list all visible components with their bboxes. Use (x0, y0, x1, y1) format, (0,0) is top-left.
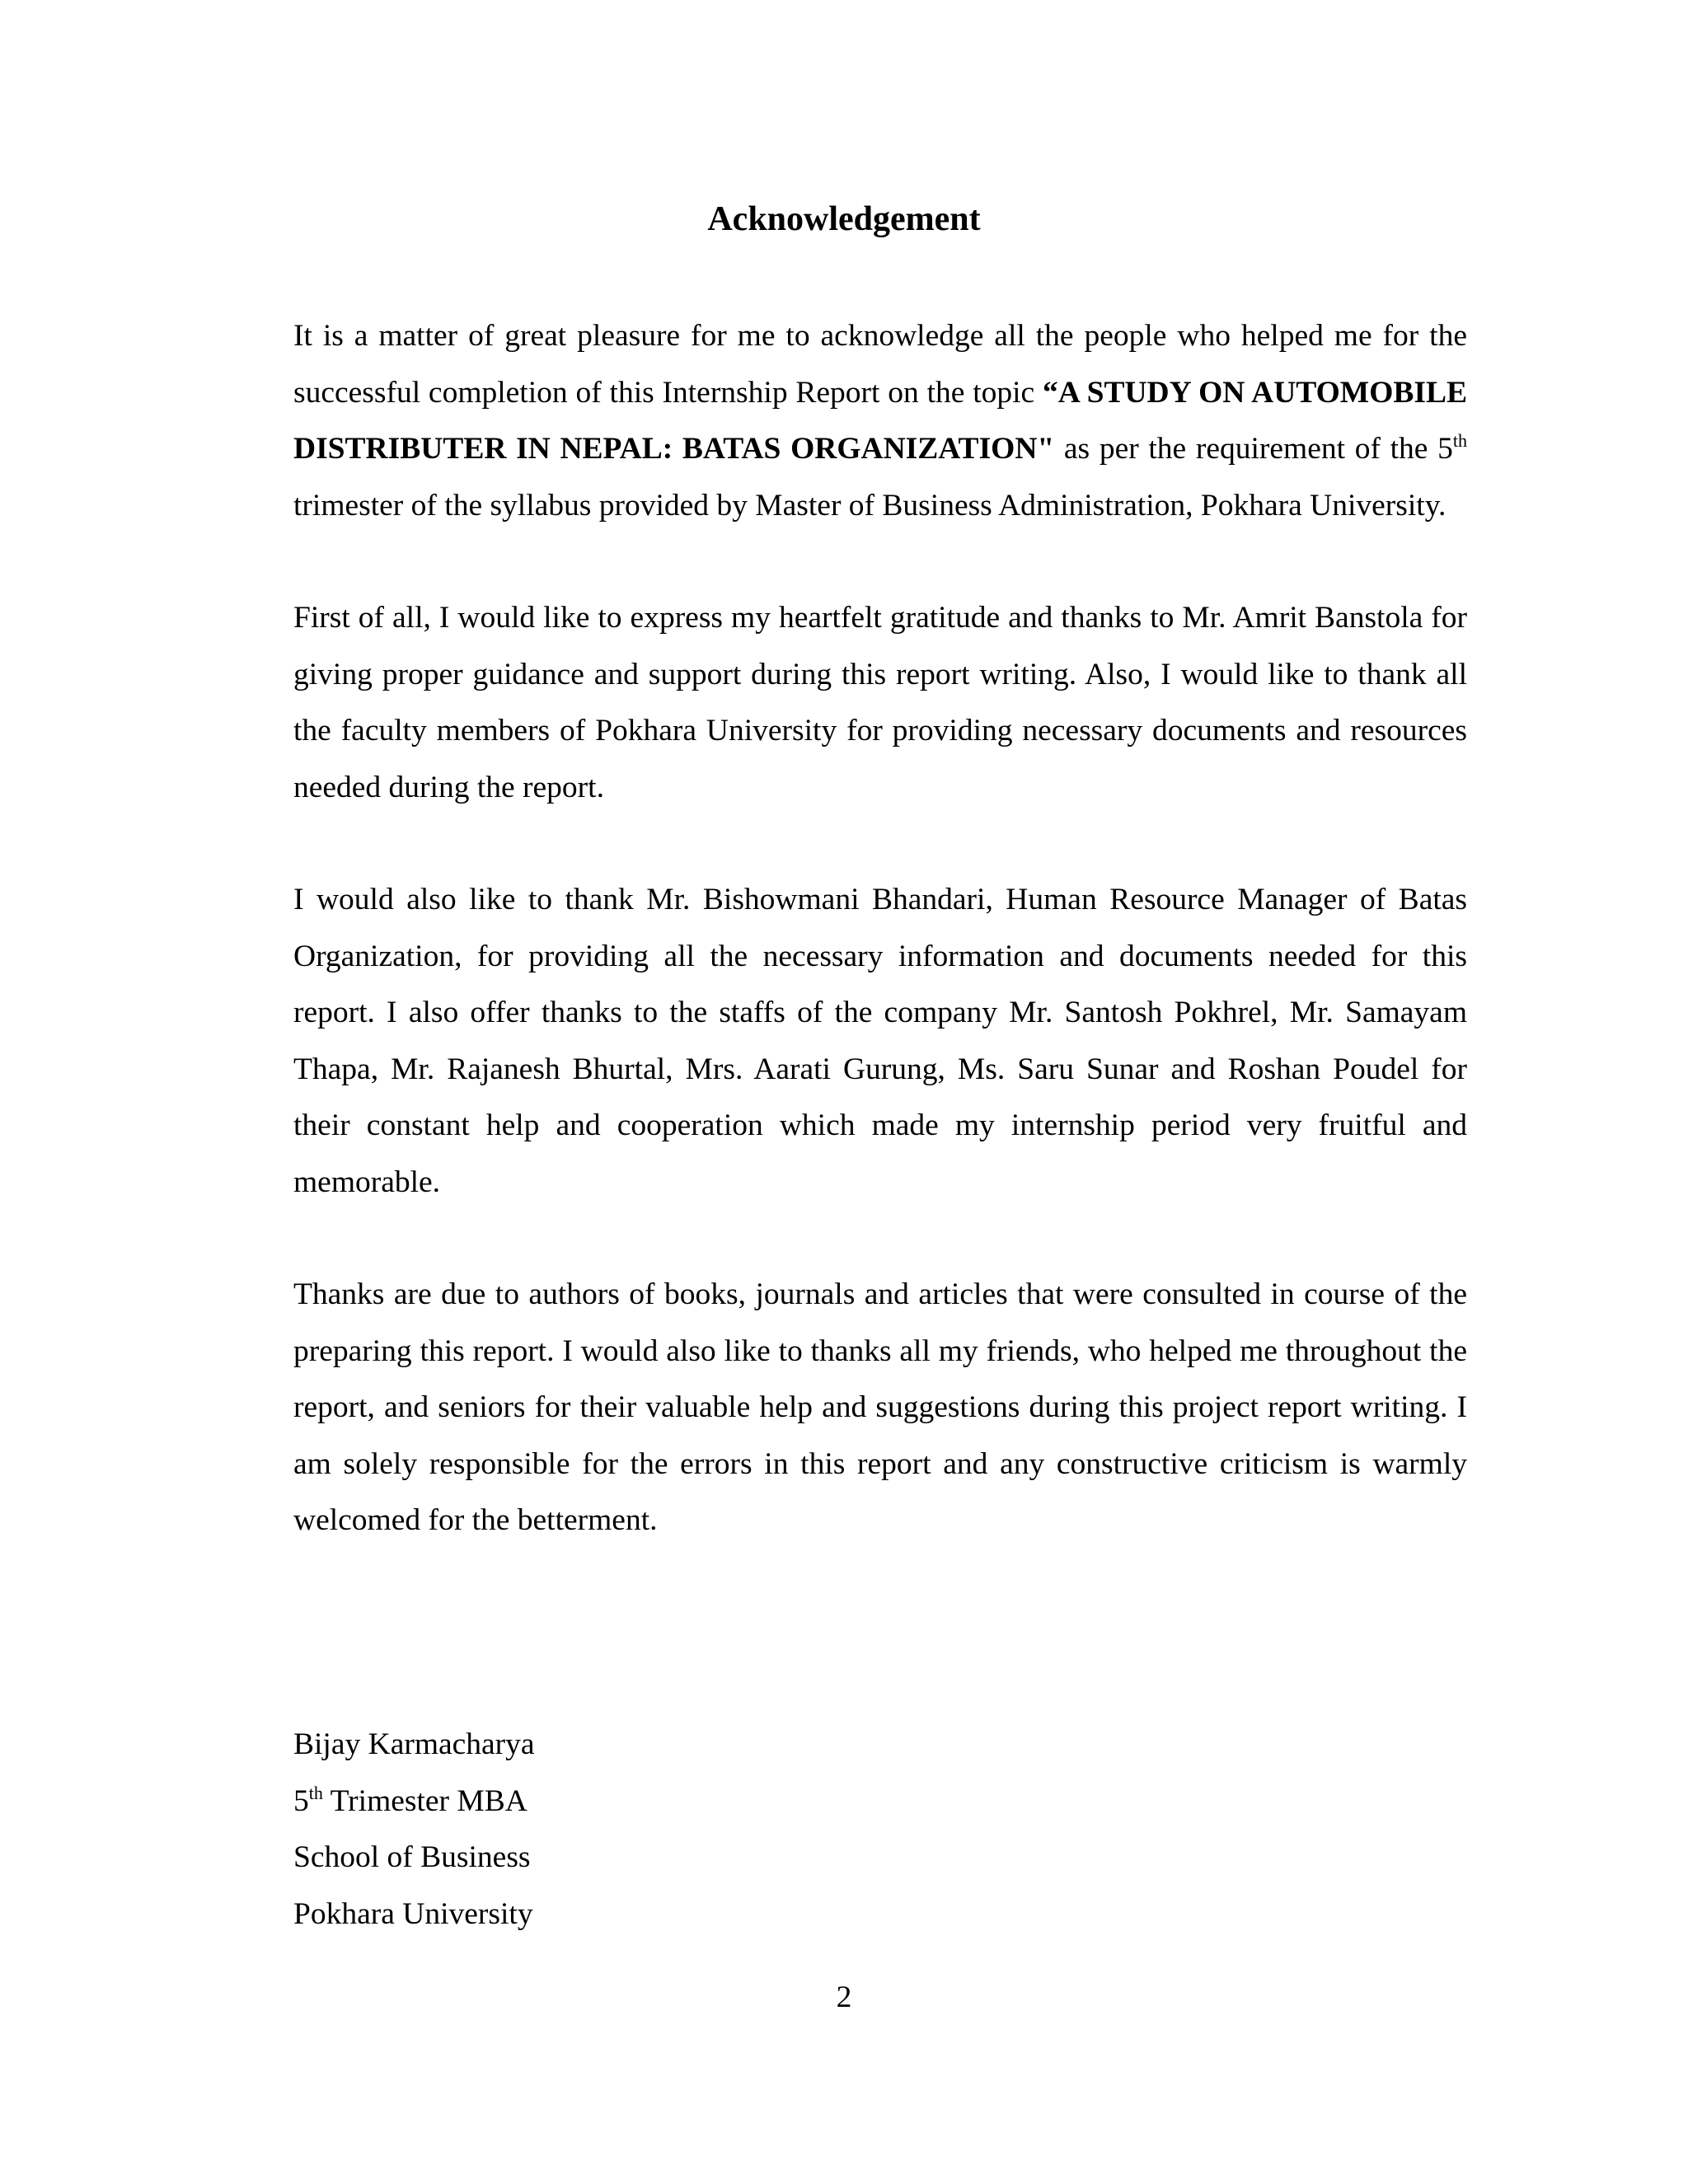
paragraph-intro-middle: as per the requirement of the 5 (1054, 432, 1453, 466)
paragraph-intro-end: trimester of the syllabus provided by Master of Business Administration, Pokhara University. (293, 488, 1447, 523)
paragraph-company-thanks: I would also like to thank Mr. Bishowmani Bhandari, Human Resource Manager of Batas Organization, for providing all the necessary information and documents needed for this report. I also offer thanks to the staffs of the company Mr. Santosh Pokhrel, Mr. Samayam Thapa, Mr. Rajanesh Bhurtal, Mrs. Aarati Gurung, Ms. Saru Sunar and Roshan Poudel for their constant help and cooperation which made my internship period very fruitful and memorable. (293, 883, 1467, 1199)
paragraph-closing: Thanks are due to authors of books, journals and articles that were consulted in course of the preparing this report. I would also like to thanks all my friends, who helped me throughout the report, and seniors for their valuable help and suggestions during this project report writing. I am solely responsible for the errors in this report and any constructive criticism is warmly welcomed for the betterment. (293, 1277, 1467, 1537)
page-number: 2 (836, 1980, 852, 2014)
author-school: School of Business (293, 1840, 531, 1874)
paragraph-guidance: First of all, I would like to express my heartfelt gratitude and thanks to Mr. Amrit Banstola for giving proper guidance and support during this report writing. Also, I would like to thank all the faculty members of Pokhara University for providing necessary documents and resources needed during the report. (293, 601, 1467, 804)
author-university: Pokhara University (293, 1896, 533, 1931)
trimester-number: 5 (293, 1783, 309, 1818)
trimester-ordinal-suffix: th (308, 1782, 323, 1803)
author-name: Bijay Karmacharya (293, 1727, 535, 1761)
page-title: Acknowledgement (707, 200, 981, 238)
report-topic: “A STUDY ON AUTOMOBILE DISTRIBUTER IN NEPAL: BATAS ORGANIZATION" (293, 375, 1467, 466)
paragraph-intro (293, 308, 1467, 534)
paragraph-intro-text: It is a matter of great pleasure for me to acknowledge all the people who helped me for the successful completion of this Internship Report on the topic (293, 319, 1467, 410)
ordinal-suffix: th (1452, 430, 1467, 451)
trimester-label: Trimester MBA (322, 1783, 528, 1818)
acknowledgement-body (293, 308, 1467, 1605)
author-trimester (293, 1774, 535, 1830)
signature-block (293, 1717, 535, 1943)
